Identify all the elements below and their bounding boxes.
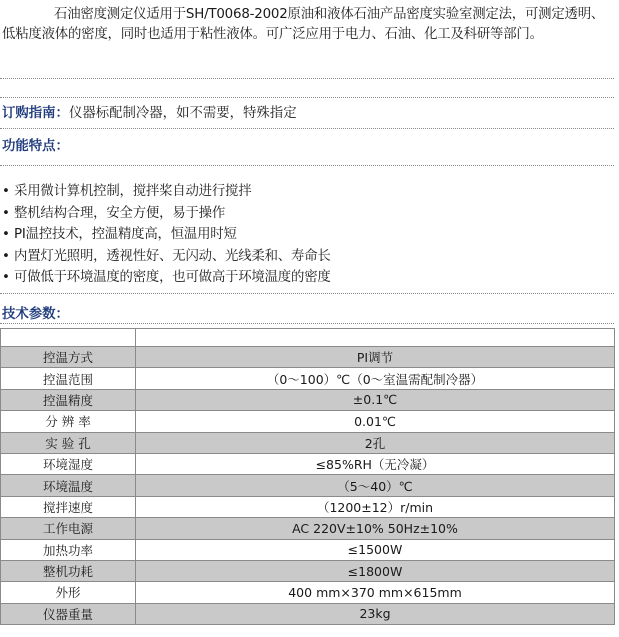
spec-key: 控温精度: [1, 389, 136, 410]
spec-key: 实 验 孔: [1, 432, 136, 453]
spec-value: （5～40）℃: [136, 475, 615, 496]
bullet-icon: •: [2, 184, 10, 199]
spec-key: 外形: [1, 582, 136, 603]
dotted-divider: [0, 128, 614, 129]
feature-item: • 采用微计算机控制，搅拌桨自动进行搅拌: [2, 181, 331, 203]
spec-value: 2孔: [136, 432, 615, 453]
table-row: [1, 603, 615, 624]
dotted-divider: [0, 165, 614, 166]
specs-table: [0, 328, 615, 625]
spec-key: 控温方式: [1, 347, 136, 368]
dotted-divider: [0, 293, 614, 294]
spec-key: 整机功耗: [1, 560, 136, 581]
spec-key: 控温范围: [1, 368, 136, 389]
dotted-divider: [0, 78, 614, 79]
feature-item: • 可做低于环境温度的密度，也可做高于环境温度的密度: [2, 267, 331, 289]
spec-key: 环境温度: [1, 475, 136, 496]
table-row: [1, 539, 615, 560]
table-row: [1, 560, 615, 581]
table-row: [1, 432, 615, 453]
dotted-divider: [0, 323, 614, 324]
bullet-icon: •: [2, 227, 10, 242]
spec-key: 仪器重量: [1, 603, 136, 624]
spec-value: （0～100）℃（0～室温需配制冷器）: [136, 368, 615, 389]
bullet-icon: •: [2, 205, 10, 221]
table-header-blank: [1, 329, 615, 347]
table-row: [1, 518, 615, 539]
table-row: [1, 496, 615, 517]
spec-value: （1200±12）r/min: [136, 496, 615, 517]
order-guide-label: 订购指南：: [2, 106, 69, 121]
dotted-divider: [0, 97, 614, 98]
spec-value: ±0.1℃: [136, 389, 615, 410]
feature-item: • PI温控技术，控温精度高，恒温用时短: [2, 224, 331, 246]
table-row: [1, 389, 615, 410]
table-row: [1, 475, 615, 496]
features-list: [2, 181, 331, 289]
spec-value: 400 mm×370 mm×615mm: [136, 582, 615, 603]
spec-key: 搅拌速度: [1, 496, 136, 517]
table-row: [1, 582, 615, 603]
spec-value: PI调节: [136, 347, 615, 368]
spec-key: 加热功率: [1, 539, 136, 560]
spec-key: 工作电源: [1, 518, 136, 539]
order-guide: [2, 104, 297, 124]
spec-value: ≤1800W: [136, 560, 615, 581]
spec-value: ≤1500W: [136, 539, 615, 560]
intro-paragraph: 石油密度测定仪适用于SH/T0068-2002原油和液体石油产品密度实验室测定法，可测定透明、低粘度液体的密度，同时也适用于粘性液体。可广泛应用于电力、石油、化工及科研等部门。: [2, 7, 605, 42]
order-guide-text: 仪器标配制冷器，如不需要，特殊指定: [68, 106, 297, 121]
spec-value: 0.01℃: [136, 411, 615, 432]
feature-item: • 整机结构合理，安全方便，易于操作: [2, 203, 331, 225]
bullet-icon: •: [2, 270, 10, 285]
table-row: [1, 368, 615, 389]
feature-item: • 内置灯光照明，透视性好、无闪动、光线柔和、寿命长: [2, 246, 331, 268]
table-row: [1, 453, 615, 474]
spec-key: 分 辨 率: [1, 411, 136, 432]
bullet-icon: •: [2, 248, 10, 264]
table-row: [1, 411, 615, 432]
spec-value: AC 220V±10% 50Hz±10%: [136, 518, 615, 539]
spec-value: ≤85%RH（无冷凝）: [136, 453, 615, 474]
features-title: 功能特点：: [2, 139, 69, 154]
spec-key: 环境湿度: [1, 453, 136, 474]
specs-title: 技术参数：: [2, 307, 69, 322]
spec-value: 23kg: [136, 603, 615, 624]
table-row: [1, 347, 615, 368]
